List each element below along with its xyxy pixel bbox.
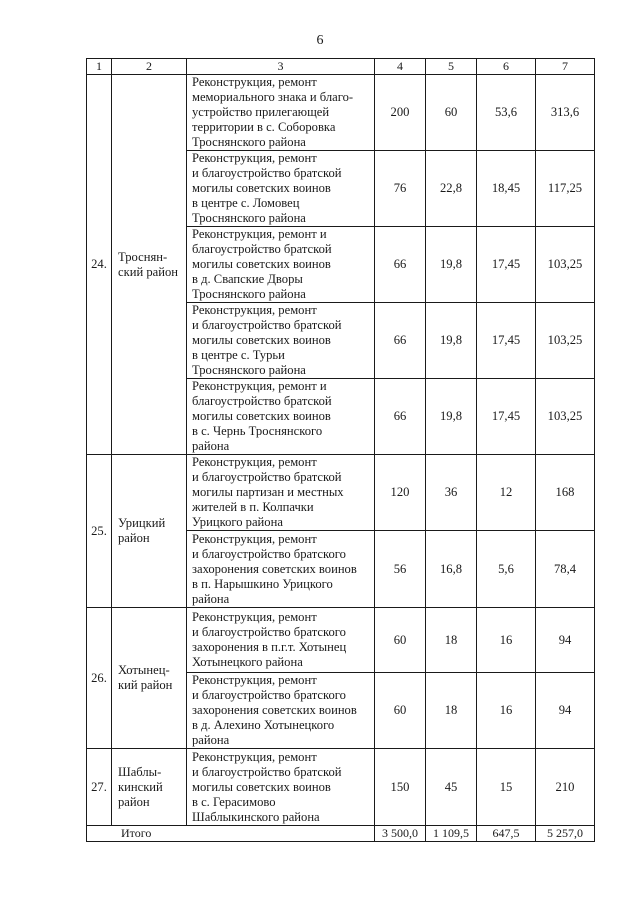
value-col4: 200 (375, 75, 426, 151)
header-cell: 6 (477, 59, 536, 75)
table-row (87, 75, 595, 151)
value-col7: 78,4 (536, 531, 595, 608)
work-description: Реконструкция, ремонт и благоустройство братской могилы советских воинов в центре с. Турьи Троснянского района (187, 303, 375, 379)
value-col5: 18 (426, 608, 477, 673)
table-row (87, 749, 595, 826)
table-header-row (87, 59, 595, 75)
row-number: 26. (87, 608, 112, 749)
value-col7: 103,25 (536, 379, 595, 455)
value-col6: 15 (477, 749, 536, 826)
work-description: Реконструкция, ремонт и благоустройство братской могилы советских воинов в с. Герасимово Шаблыкинского района (187, 749, 375, 826)
page-number: 6 (316, 33, 324, 48)
work-description: Реконструкция, ремонт мемориального знака и благо- устройство прилегающей территории в с. Соборовка Троснянского района (187, 75, 375, 151)
value-col7: 313,6 (536, 75, 595, 151)
district-name: Урицкий район (112, 455, 187, 608)
value-col6: 17,45 (477, 303, 536, 379)
value-col7: 103,25 (536, 227, 595, 303)
expenditure-table (86, 58, 595, 842)
value-col6: 12 (477, 455, 536, 531)
value-col7: 168 (536, 455, 595, 531)
row-number: 24. (87, 75, 112, 455)
value-col5: 19,8 (426, 303, 477, 379)
value-col5: 16,8 (426, 531, 477, 608)
value-col7: 210 (536, 749, 595, 826)
header-cell: 4 (375, 59, 426, 75)
value-col7: 94 (536, 608, 595, 673)
value-col7: 103,25 (536, 303, 595, 379)
value-col4: 76 (375, 151, 426, 227)
header-cell: 1 (87, 59, 112, 75)
value-col4: 66 (375, 379, 426, 455)
work-description: Реконструкция, ремонт и благоустройство братского захоронения советских воинов в п. Нарышкино Урицкого района (187, 531, 375, 608)
work-description: Реконструкция, ремонт и благоустройство братской могилы советских воинов в центре с. Ломовец Троснянского района (187, 151, 375, 227)
value-col6: 16 (477, 608, 536, 673)
value-col4: 66 (375, 303, 426, 379)
row-number: 27. (87, 749, 112, 826)
row-number: 25. (87, 455, 112, 608)
header-cell: 7 (536, 59, 595, 75)
value-col6: 18,45 (477, 151, 536, 227)
total-col6: 647,5 (477, 826, 536, 842)
header-cell: 3 (187, 59, 375, 75)
value-col7: 117,25 (536, 151, 595, 227)
value-col4: 56 (375, 531, 426, 608)
value-col5: 19,8 (426, 379, 477, 455)
value-col4: 120 (375, 455, 426, 531)
value-col6: 53,6 (477, 75, 536, 151)
work-description: Реконструкция, ремонт и благоустройство братского захоронения советских воинов в д. Алехино Хотынецкого района (187, 673, 375, 749)
value-col6: 17,45 (477, 379, 536, 455)
value-col5: 22,8 (426, 151, 477, 227)
total-col5: 1 109,5 (426, 826, 477, 842)
value-col4: 60 (375, 673, 426, 749)
work-description: Реконструкция, ремонт и благоустройство братской могилы партизан и местных жителей в п. Колпачки Урицкого района (187, 455, 375, 531)
total-label: Итого (87, 826, 375, 842)
total-col7: 5 257,0 (536, 826, 595, 842)
district-name: Хотынец- кий район (112, 608, 187, 749)
table-row (87, 608, 595, 673)
value-col6: 16 (477, 673, 536, 749)
value-col4: 150 (375, 749, 426, 826)
work-description: Реконструкция, ремонт и благоустройство братской могилы советских воинов в д. Свапские Дворы Троснянского района (187, 227, 375, 303)
total-col4: 3 500,0 (375, 826, 426, 842)
value-col4: 66 (375, 227, 426, 303)
value-col7: 94 (536, 673, 595, 749)
table-row (87, 455, 595, 531)
district-name: Троснян- ский район (112, 75, 187, 455)
value-col5: 60 (426, 75, 477, 151)
value-col4: 60 (375, 608, 426, 673)
work-description: Реконструкция, ремонт и благоустройство братского захоронения в п.г.т. Хотынец Хотынецкого района (187, 608, 375, 673)
header-cell: 2 (112, 59, 187, 75)
value-col5: 18 (426, 673, 477, 749)
value-col6: 5,6 (477, 531, 536, 608)
work-description: Реконструкция, ремонт и благоустройство братской могилы советских воинов в с. Чернь Троснянского района (187, 379, 375, 455)
value-col5: 45 (426, 749, 477, 826)
value-col5: 19,8 (426, 227, 477, 303)
value-col6: 17,45 (477, 227, 536, 303)
value-col5: 36 (426, 455, 477, 531)
table-body (87, 59, 595, 842)
district-name: Шаблы- кинский район (112, 749, 187, 826)
total-row (87, 826, 595, 842)
header-cell: 5 (426, 59, 477, 75)
